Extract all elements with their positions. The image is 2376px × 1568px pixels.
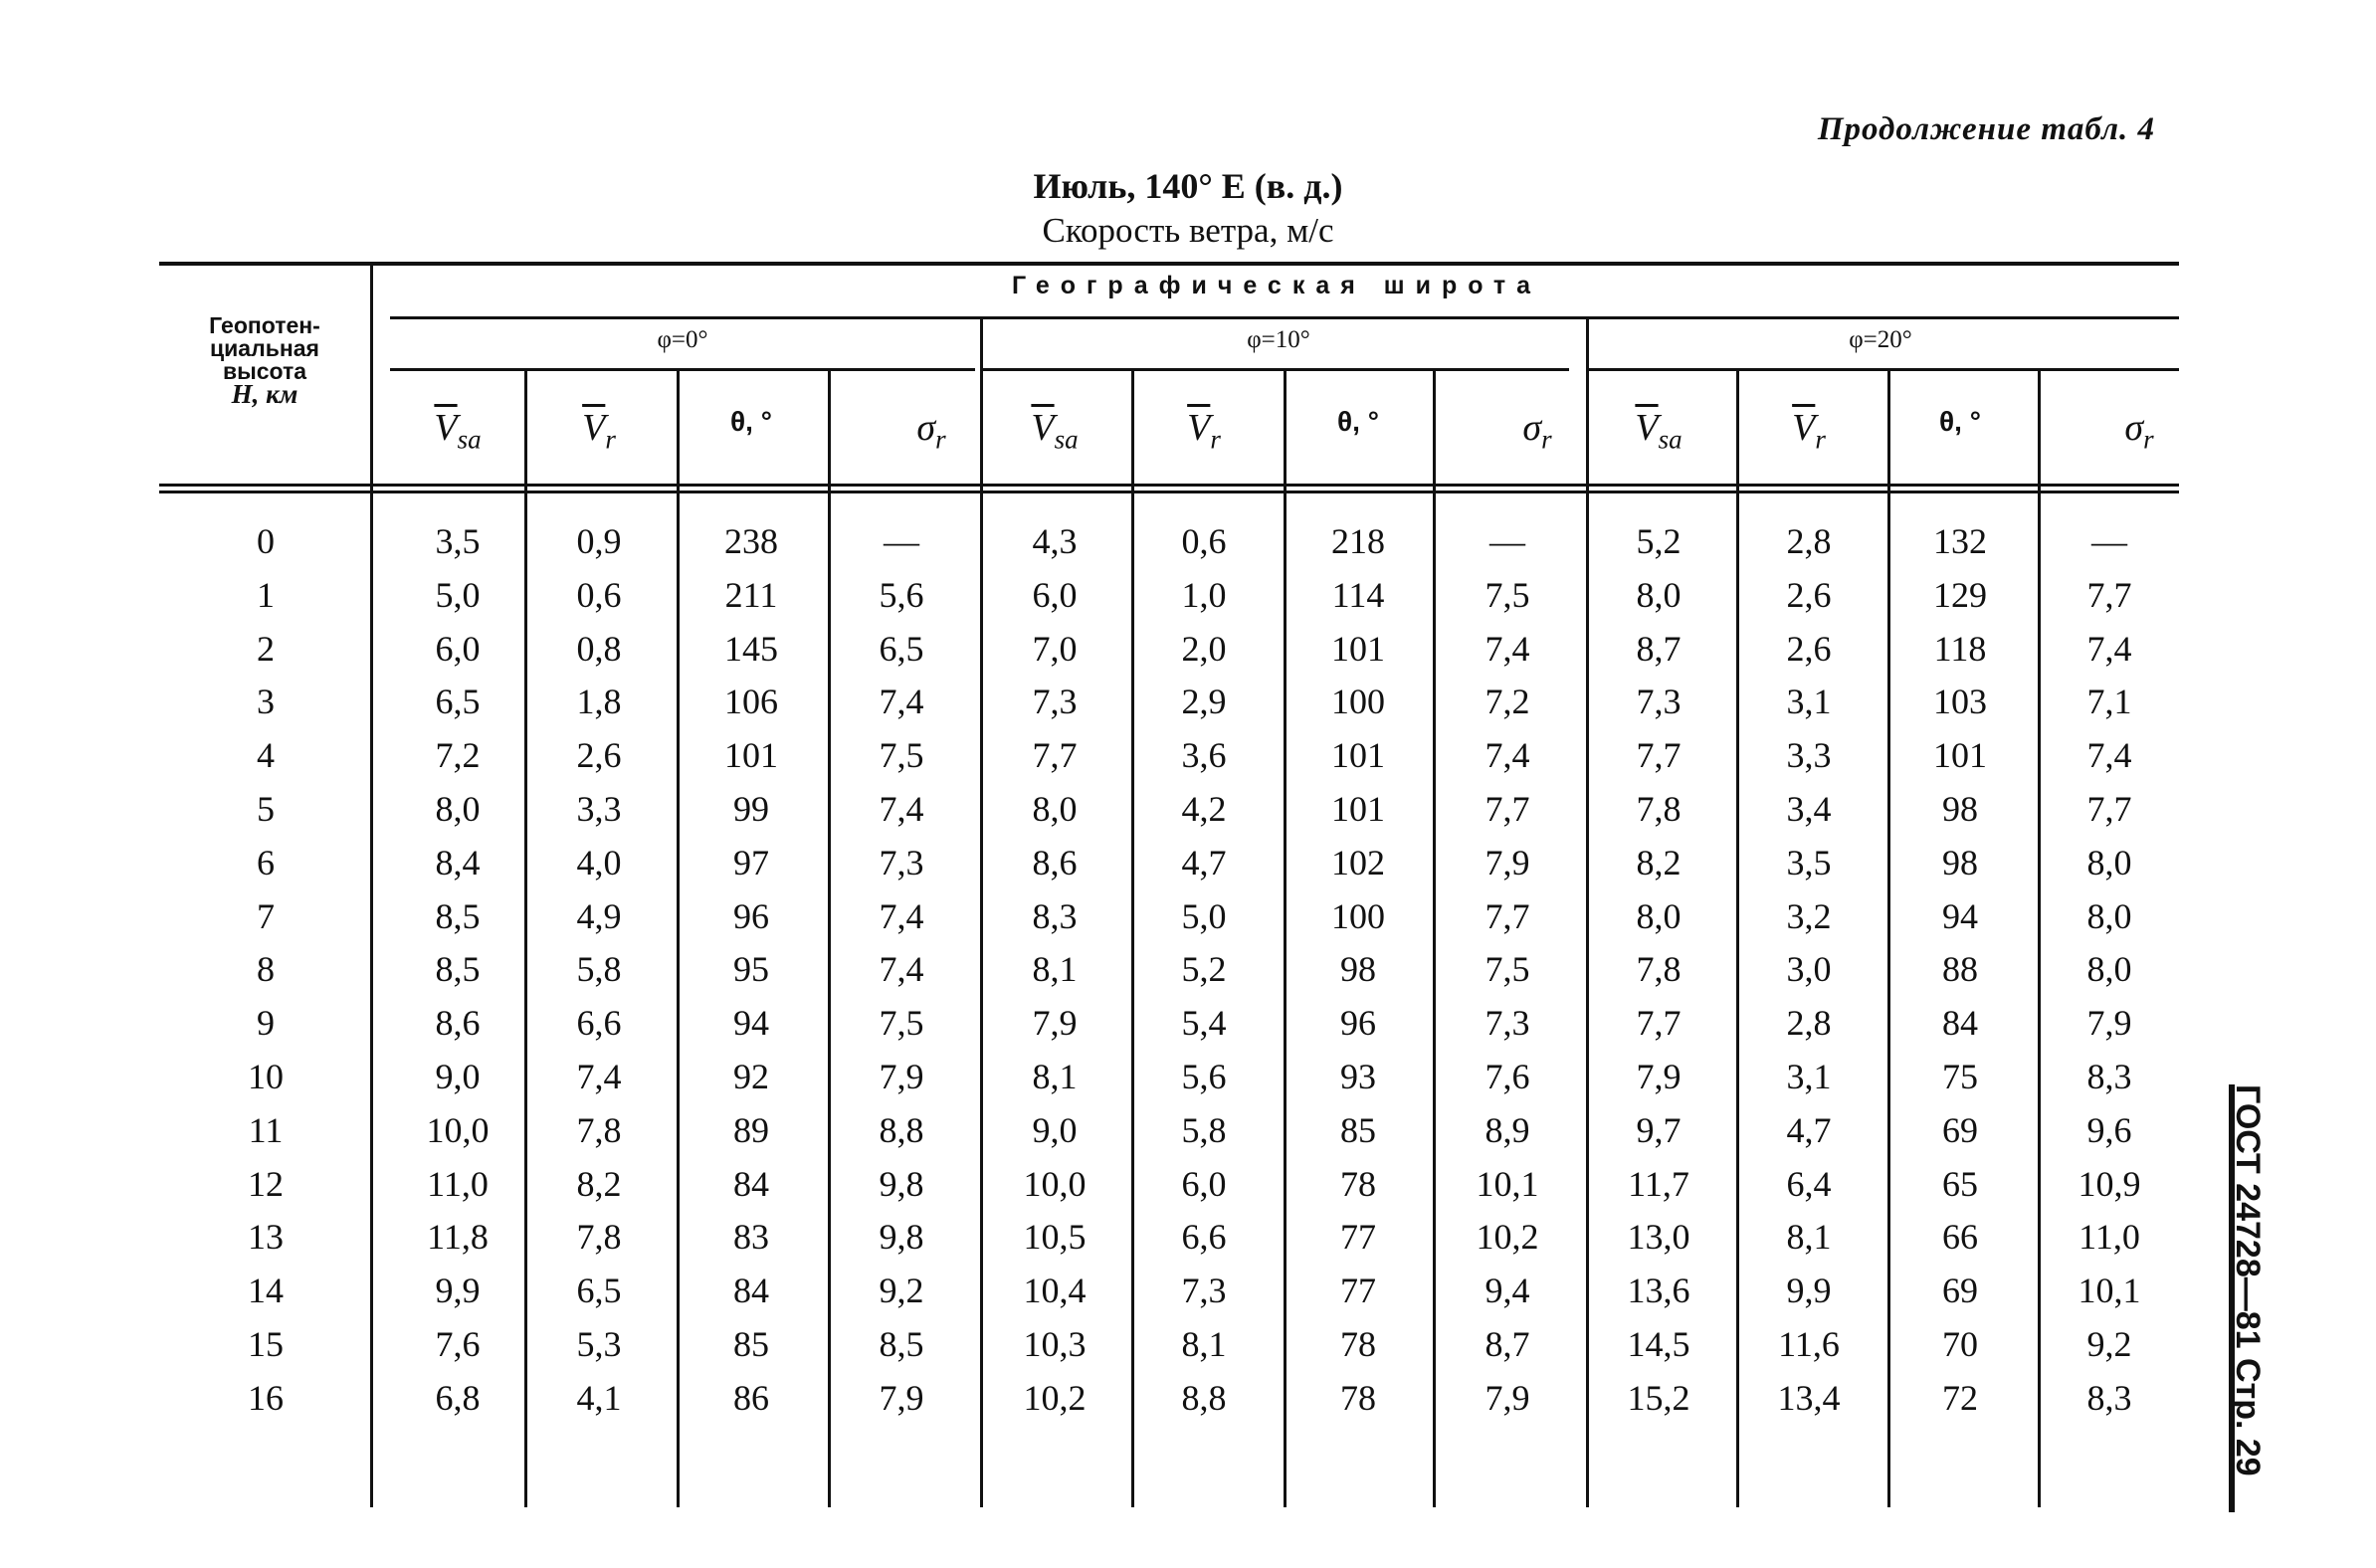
table-cell: 101 [1331,735,1385,776]
table-cell: 85 [1340,1109,1376,1150]
table-cell: 8,2 [1636,842,1682,882]
table-cell: 86 [733,1377,769,1418]
table-cell: 4,2 [1181,789,1227,829]
table-cell: 129 [1933,574,1987,615]
table-cell: 95 [733,949,769,990]
table-cell: 106 [724,682,778,722]
table-cell: 2,6 [1786,628,1832,669]
table-cell: 101 [1331,789,1385,829]
table-cell: 9,0 [435,1057,481,1096]
table-cell: 7,4 [879,682,924,722]
table-cell: 7,8 [1636,789,1682,829]
col-sigma-header: $\sigma_r$ [2124,407,2154,455]
table-cell: 8,9 [1485,1109,1530,1150]
table-cell: 5,8 [576,949,622,990]
phi-rule-0 [390,368,975,371]
table-cell: 101 [1933,735,1987,776]
table-cell: 94 [733,1003,769,1044]
table-cell: 9,0 [1032,1109,1078,1150]
table-cell: 84 [733,1271,769,1311]
height-column-header [159,312,370,409]
table-cell: 89 [733,1109,769,1150]
table-cell: 8,8 [1181,1377,1227,1418]
table-cell: 78 [1340,1377,1376,1418]
table-cell: 11,0 [2079,1217,2140,1258]
table-cell: 8,5 [879,1324,924,1364]
gost-page-label: ГОСТ 24728—81 Стр. 29 [2229,1084,2267,1476]
phi-20-header: φ=20° [1849,326,1912,353]
table-cell: 7,4 [879,895,924,936]
table-cell: 69 [1942,1109,1978,1150]
phi-0-header: φ=0° [657,326,708,353]
table-cell: 70 [1942,1324,1978,1364]
table-cell: 65 [1942,1163,1978,1204]
table-cell: 10,3 [1023,1324,1087,1364]
table-cell: 7,6 [1485,1057,1530,1096]
table-cell: 77 [1340,1271,1376,1311]
table-cell: 8,3 [2086,1057,2132,1096]
table-cell: 7,5 [1485,574,1530,615]
table-cell: 84 [1942,1003,1978,1044]
table-cell: 10,5 [1023,1217,1087,1258]
table-cell: 10,2 [1023,1377,1087,1418]
height-cell: 8 [257,949,275,990]
table-cell: 101 [1331,628,1385,669]
col-v-r-header: $\overline{V}_r$ [1792,407,1826,455]
phi-10-header: φ=10° [1247,326,1310,353]
table-cell: 75 [1942,1057,1978,1096]
table-cell: 6,5 [435,682,481,722]
table-cell: 7,8 [1636,949,1682,990]
table-cell: 0,6 [1181,521,1227,561]
table-cell: 7,5 [879,735,924,776]
table-cell: 8,3 [2086,1377,2132,1418]
table-cell: 8,7 [1636,628,1682,669]
table-cell: 8,1 [1181,1324,1227,1364]
table-cell: 88 [1942,949,1978,990]
table-cell: 7,7 [1636,1003,1682,1044]
height-header-line-3: высота [222,358,307,384]
height-cell: 6 [257,842,275,882]
table-cell: 10,0 [426,1109,490,1150]
table-cell: 5,2 [1636,521,1682,561]
table-cell: 8,5 [435,895,481,936]
table-cell: 7,8 [576,1109,622,1150]
table-cell: 7,9 [1032,1003,1078,1044]
table-cell: 7,4 [576,1057,622,1096]
header-bottom-rule-1 [159,484,2179,487]
table-cell: 72 [1942,1377,1978,1418]
height-cell: 0 [257,521,275,561]
table-cell: 5,4 [1181,1003,1227,1044]
table-cell: 3,3 [576,789,622,829]
col-v-sa-header: $\overline{V}_{sa}$ [1635,407,1683,455]
height-cell: 4 [257,735,275,776]
table-cell: 100 [1331,682,1385,722]
table-cell: 100 [1331,895,1385,936]
table-cell: 9,6 [2086,1109,2132,1150]
table-cell: 7,9 [1636,1057,1682,1096]
height-cell: 7 [257,895,275,936]
table-cell: 15,2 [1627,1377,1690,1418]
table-cell: 7,4 [2086,628,2132,669]
table-cell: 5,6 [879,574,924,615]
table-cell: 9,9 [1786,1271,1832,1311]
table-cell: 2,8 [1786,1003,1832,1044]
table-cell: 7,4 [1485,735,1530,776]
height-cell: 10 [248,1057,284,1096]
table-cell: 7,0 [1032,628,1078,669]
height-header-line-2: циальная [210,335,319,361]
table-cell: 4,7 [1786,1109,1832,1150]
table-cell: 99 [733,789,769,829]
table-cell: 7,5 [879,1003,924,1044]
table-cell: 0,9 [576,521,622,561]
table-cell: 7,9 [879,1057,924,1096]
table-cell: 4,7 [1181,842,1227,882]
table-cell: 3,0 [1786,949,1832,990]
header-bottom-rule-2 [159,490,2179,493]
col-theta-header: θ, ° [1939,406,1981,437]
table-cell: 8,5 [435,949,481,990]
table-cell: 7,3 [1032,682,1078,722]
table-cell: 7,9 [879,1377,924,1418]
table-cell: 4,3 [1032,521,1078,561]
table-cell: 145 [724,628,778,669]
table-cell: 4,1 [576,1377,622,1418]
continuation-label: Продолжение табл. 4 [1817,111,2155,147]
table-cell: — [2091,521,2127,561]
col-sigma-header: $\sigma_r$ [1522,407,1552,455]
table-cell: — [1489,521,1525,561]
table-cell: 5,3 [576,1324,622,1364]
table-cell: 83 [733,1217,769,1258]
height-cell: 12 [248,1163,284,1204]
height-cell: 9 [257,1003,275,1044]
table-cell: 2,8 [1786,521,1832,561]
table-cell: 6,5 [879,628,924,669]
table-cell: 5,0 [1181,895,1227,936]
table-cell: 98 [1942,842,1978,882]
table-cell: 78 [1340,1163,1376,1204]
table-cell: 7,9 [1485,1377,1530,1418]
table-cell: — [884,521,919,561]
col-v-sa-header: $\overline{V}_{sa}$ [434,407,482,455]
height-cell: 15 [248,1324,284,1364]
table-cell: 77 [1340,1217,1376,1258]
table-cell: 13,0 [1627,1217,1690,1258]
table-cell: 3,1 [1786,1057,1832,1096]
table-cell: 10,1 [1476,1163,1539,1204]
col-theta-header: θ, ° [1337,406,1379,437]
table-cell: 103 [1933,682,1987,722]
table-cell: 9,2 [2086,1324,2132,1364]
col-v-r-header: $\overline{V}_r$ [1187,407,1221,455]
height-cell: 5 [257,789,275,829]
table-cell: 7,2 [435,735,481,776]
table-cell: 10,4 [1023,1271,1087,1311]
col-theta-header: θ, ° [730,406,772,437]
table-cell: 11,6 [1778,1324,1840,1364]
table-cell: 8,0 [1636,895,1682,936]
table-cell: 3,5 [435,521,481,561]
table-cell: 7,3 [879,842,924,882]
table-cell: 78 [1340,1324,1376,1364]
table-cell: 8,1 [1032,1057,1078,1096]
phi-rule-20 [1589,368,2179,371]
table-cell: 9,2 [879,1271,924,1311]
table-cell: 238 [724,521,778,561]
table-cell: 218 [1331,521,1385,561]
table-cell: 5,2 [1181,949,1227,990]
table-cell: 9,4 [1485,1271,1530,1311]
table-cell: 94 [1942,895,1978,936]
table-cell: 0,6 [576,574,622,615]
table-cell: 7,7 [1485,895,1530,936]
table-cell: 5,6 [1181,1057,1227,1096]
table-cell: 85 [733,1324,769,1364]
gost-page-margin [2229,1084,2288,1512]
table-cell: 6,5 [576,1271,622,1311]
table-cell: 4,0 [576,842,622,882]
height-cell: 3 [257,682,275,722]
table-cell: 8,0 [2086,895,2132,936]
table-cell: 98 [1942,789,1978,829]
table-cell: 8,8 [879,1109,924,1150]
table-cell: 13,6 [1627,1271,1690,1311]
table-cell: 11,7 [1628,1163,1689,1204]
table-cell: 2,6 [1786,574,1832,615]
table-cell: 7,7 [2086,789,2132,829]
table-cell: 3,4 [1786,789,1832,829]
table-cell: 101 [724,735,778,776]
table-cell: 8,1 [1786,1217,1832,1258]
table-cell: 9,7 [1636,1109,1682,1150]
table-cell: 7,3 [1636,682,1682,722]
table-cell: 92 [733,1057,769,1096]
table-cell: 4,9 [576,895,622,936]
table-cell: 118 [1933,628,1987,669]
table-cell: 9,9 [435,1271,481,1311]
table-cell: 7,7 [1485,789,1530,829]
table-cell: 11,8 [427,1217,489,1258]
table-cell: 7,3 [1485,1003,1530,1044]
table-cell: 97 [733,842,769,882]
table-cell: 3,2 [1786,895,1832,936]
table-cell: 7,4 [2086,735,2132,776]
table-cell: 6,6 [1181,1217,1227,1258]
table-cell: 96 [733,895,769,936]
table-cell: 7,8 [576,1217,622,1258]
table-cell: 114 [1331,574,1385,615]
table-cell: 8,0 [435,789,481,829]
table-cell: 13,4 [1777,1377,1841,1418]
table-cell: 8,6 [1032,842,1078,882]
table-cell: 7,6 [435,1324,481,1364]
table-cell: 9,8 [879,1163,924,1204]
table-cell: 7,7 [1032,735,1078,776]
table-title: Июль, 140° Е (в. д.) [1033,166,1343,206]
table-cell: 8,2 [576,1163,622,1204]
table-cell: 5,8 [1181,1109,1227,1150]
table-cell: 102 [1331,842,1385,882]
height-cell: 1 [257,574,275,615]
table-cell: 8,0 [2086,842,2132,882]
col-v-sa-header: $\overline{V}_{sa}$ [1031,407,1079,455]
height-cell: 14 [248,1271,284,1311]
table-cell: 6,0 [435,628,481,669]
height-cell: 11 [248,1109,284,1150]
height-header-unit: Н, км [231,379,298,409]
height-header-line-1: Геопотен- [209,312,320,338]
table-cell: 1,8 [576,682,622,722]
table-cell: 93 [1340,1057,1376,1096]
table-cell: 2,9 [1181,682,1227,722]
table-cell: 7,9 [2086,1003,2132,1044]
table-cell: 8,7 [1485,1324,1530,1364]
table-cell: 96 [1340,1003,1376,1044]
table-cell: 6,8 [435,1377,481,1418]
table-cell: 14,5 [1627,1324,1690,1364]
height-cell: 13 [248,1217,284,1258]
table-cell: 7,4 [879,949,924,990]
table-cell: 3,3 [1786,735,1832,776]
table-cell: 2,6 [576,735,622,776]
table-cell: 7,7 [1636,735,1682,776]
column-divider [370,262,373,1507]
table-cell: 3,1 [1786,682,1832,722]
table-cell: 8,1 [1032,949,1078,990]
table-cell: 11,0 [427,1163,489,1204]
table-cell: 5,0 [435,574,481,615]
col-sigma-header: $\sigma_r$ [916,407,946,455]
table-cell: 7,4 [1485,628,1530,669]
table-cell: 98 [1340,949,1376,990]
top-rule [159,262,2179,266]
table-cell: 7,2 [1485,682,1530,722]
table-cell: 7,4 [879,789,924,829]
table-cell: 132 [1933,521,1987,561]
table-cell: 10,0 [1023,1163,1087,1204]
phi-rule-10 [982,368,1569,371]
table-cell: 9,8 [879,1217,924,1258]
table-cell: 10,9 [2078,1163,2141,1204]
table-cell: 84 [733,1163,769,1204]
table-cell: 7,3 [1181,1271,1227,1311]
table-cell: 2,0 [1181,628,1227,669]
table-cell: 8,6 [435,1003,481,1044]
col-v-r-header: $\overline{V}_r$ [582,407,616,455]
table-cell: 8,0 [1032,789,1078,829]
table-cell: 7,9 [1485,842,1530,882]
table-cell: 211 [724,574,778,615]
height-cell: 2 [257,628,275,669]
table-cell: 66 [1942,1217,1978,1258]
table-cell: 7,5 [1485,949,1530,990]
table-cell: 7,7 [2086,574,2132,615]
group-rule [390,316,2179,319]
table-cell: 6,4 [1786,1163,1832,1204]
latitude-group-header: Географическая широта [1011,272,1542,299]
table-cell: 8,3 [1032,895,1078,936]
table-cell: 8,0 [1636,574,1682,615]
table-cell: 6,0 [1181,1163,1227,1204]
table-cell: 7,1 [2086,682,2132,722]
table-cell: 8,4 [435,842,481,882]
table-cell: 3,5 [1786,842,1832,882]
table-cell: 10,1 [2078,1271,2141,1311]
table-cell: 6,6 [576,1003,622,1044]
table-subtitle: Скорость ветра, м/с [1042,211,1334,250]
table-cell: 69 [1942,1271,1978,1311]
table-cell: 10,2 [1476,1217,1539,1258]
height-cell: 16 [248,1377,284,1418]
table-cell: 8,0 [2086,949,2132,990]
table-cell: 3,6 [1181,735,1227,776]
table-cell: 1,0 [1181,574,1227,615]
table-cell: 0,8 [576,628,622,669]
table-cell: 6,0 [1032,574,1078,615]
